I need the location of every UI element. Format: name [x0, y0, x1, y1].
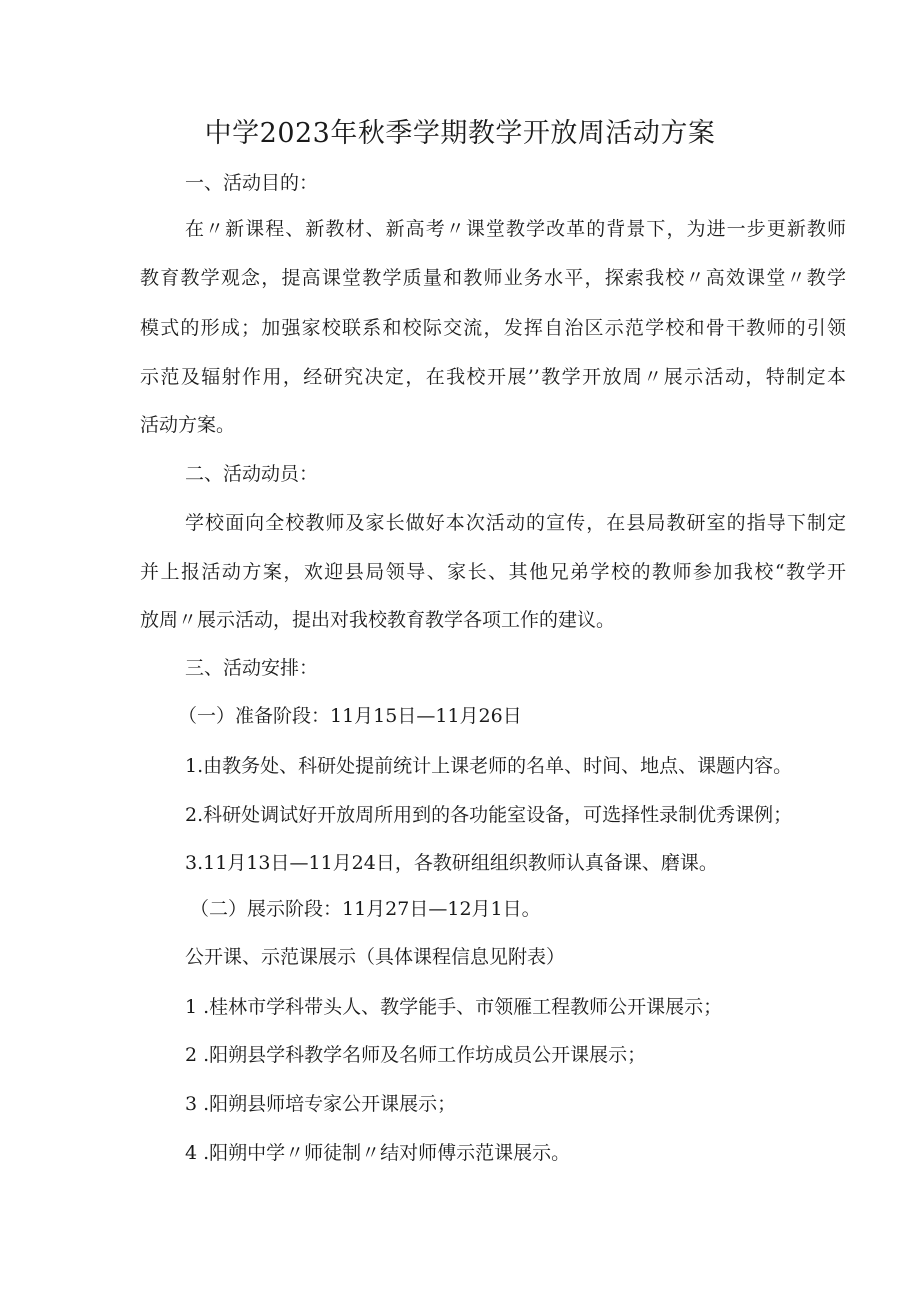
paragraph-line: 放周〃展示活动，提出对我校教育教学各项工作的建议。 — [140, 609, 616, 631]
paragraph-line: 学校面向全校教师及家长做好本次活动的宣传，在县局教研室的指导下制定 — [185, 512, 846, 534]
phase-heading-showcase: （二）展示阶段：11月27日—12月1日。 — [190, 898, 541, 920]
list-item: 1 .桂林市学科带头人、教学能手、市领雁工程教师公开课展示； — [185, 996, 723, 1018]
list-item: 4 .阳朔中学〃师徒制〃结对师傅示范课展示。 — [185, 1142, 571, 1164]
section-heading-purpose: 一、活动目的： — [185, 172, 319, 194]
section-heading-arrangement: 三、活动安排： — [185, 657, 319, 679]
section-heading-mobilization: 二、活动动员： — [185, 463, 319, 485]
paragraph-line: 教育教学观念，提高课堂教学质量和教师业务水平，探索我校〃高效课堂〃教学 — [140, 267, 846, 289]
paragraph-line: 示范及辐射作用，经研究决定，在我校开展’’教学开放周〃展示活动，特制定本 — [140, 366, 846, 388]
document-title: 中学2023年秋季学期教学开放周活动方案 — [204, 118, 716, 149]
list-item: 2.科研处调试好开放周所用到的各功能室设备，可选择性录制优秀课例； — [185, 804, 793, 826]
list-item: 3.11月13日—11月24日，各教研组组织教师认真备课、磨课。 — [185, 852, 718, 874]
paragraph-line: 在〃新课程、新教材、新高考〃课堂教学改革的背景下，为进一步更新教师 — [185, 218, 846, 240]
phase-heading-preparation: （一）准备阶段：11月15日—11月26日 — [178, 705, 522, 727]
showcase-intro: 公开课、示范课展示（具体课程信息见附表） — [185, 946, 566, 968]
list-item: 3 .阳朔县师培专家公开课展示； — [185, 1093, 457, 1115]
paragraph-line: 活动方案。 — [140, 414, 236, 436]
list-item: 1.由教务处、科研处提前统计上课老师的名单、时间、地点、课题内容。 — [185, 755, 793, 777]
list-item: 2 .阳朔县学科教学名师及名师工作坊成员公开课展示； — [185, 1044, 647, 1066]
paragraph-line: 并上报活动方案，欢迎县局领导、家长、其他兄弟学校的教师参加我校“教学开 — [140, 561, 846, 583]
paragraph-line: 模式的形成；加强家校联系和校际交流，发挥自治区示范学校和骨干教师的引领 — [140, 317, 846, 339]
